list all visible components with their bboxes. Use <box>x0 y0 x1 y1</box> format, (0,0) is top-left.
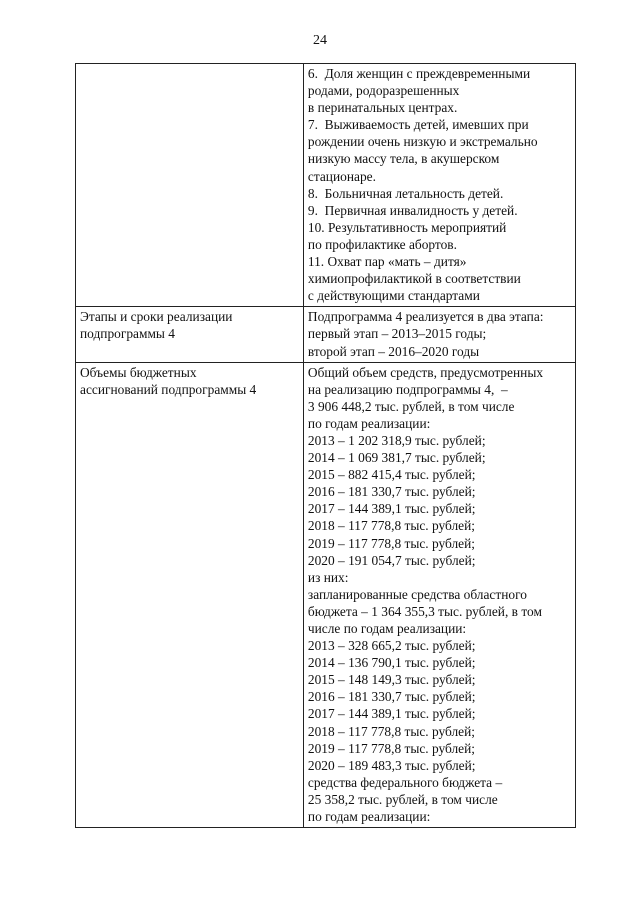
label-line: ассигнований подпрограммы 4 <box>80 381 257 397</box>
content-line: по годам реализации: <box>307 809 431 825</box>
content-line: 10. Результативность мероприятий <box>307 219 507 235</box>
content-line: 6. Доля женщин с преждевременными <box>307 66 531 81</box>
table-row <box>76 64 576 307</box>
content-line: Общий объем средств, предусмотренных <box>307 364 544 380</box>
content-line: 2013 – 1 202 318,9 тыс. рублей; <box>307 432 486 448</box>
content-line: первый этап – 2013–2015 годы; <box>307 326 487 342</box>
content-line: рождении очень низкую и экстремально <box>307 134 538 150</box>
label-line: Этапы и сроки реализации <box>80 309 233 325</box>
content-line: родами, родоразрешенных <box>307 83 460 99</box>
content-line: 7. Выживаемость детей, имевших при <box>307 117 529 133</box>
row-label-cell <box>76 307 304 362</box>
content-line: 2016 – 181 330,7 тыс. рублей; <box>307 484 476 500</box>
content-line: 2020 – 191 054,7 тыс. рублей; <box>307 552 476 568</box>
content-line: числе по годам реализации: <box>307 621 467 636</box>
content-line: 2013 – 328 665,2 тыс. рублей; <box>307 638 476 654</box>
content-line: низкую массу тела, в акушерском <box>307 151 500 167</box>
content-line: бюджета – 1 364 355,3 тыс. рублей, в том <box>307 603 542 619</box>
content-line: 2017 – 144 389,1 тыс. рублей; <box>307 501 476 517</box>
content-line: 9. Первичная инвалидность у детей. <box>307 202 518 218</box>
content-line: 2019 – 117 778,8 тыс. рублей; <box>307 535 476 551</box>
content-line: 2016 – 181 330,7 тыс. рублей; <box>307 689 476 705</box>
label-line: подпрограммы 4 <box>80 326 175 342</box>
passport-table <box>75 63 576 828</box>
content-line: по профилактике абортов. <box>307 236 457 252</box>
content-line: 25 358,2 тыс. рублей, в том числе <box>307 791 498 807</box>
content-line: стационаре. <box>307 168 376 184</box>
content-line: 2019 – 117 778,8 тыс. рублей; <box>307 740 476 756</box>
content-line: 11. Охват пар «мать – дитя» <box>307 254 467 270</box>
content-line: химиопрофилактикой в соответствии <box>307 271 521 287</box>
content-line: 2017 – 144 389,1 тыс. рублей; <box>307 706 476 722</box>
table-row <box>76 362 576 828</box>
content-line: по годам реализации: <box>307 415 431 431</box>
content-line: Подпрограмма 4 реализуется в два этапа: <box>307 309 544 325</box>
content-line: 3 906 448,2 тыс. рублей, в том числе <box>307 398 515 414</box>
content-line: 2015 – 882 415,4 тыс. рублей; <box>307 467 476 483</box>
row-label-cell <box>76 362 304 828</box>
content-line: в перинатальных центрах. <box>307 100 458 116</box>
content-line: на реализацию подпрограммы 4, – <box>307 381 508 397</box>
content-line: 2014 – 1 069 381,7 тыс. рублей; <box>307 450 486 466</box>
content-line: 8. Больничная летальность детей. <box>307 185 504 201</box>
content-line: из них: <box>307 569 349 585</box>
table-row <box>76 307 576 362</box>
content-line: 2018 – 117 778,8 тыс. рублей; <box>307 518 476 534</box>
content-line: с действующими стандартами <box>307 288 480 304</box>
content-line: второй этап – 2016–2020 годы <box>307 343 480 359</box>
row-content-cell <box>303 64 575 307</box>
row-content-cell <box>303 307 575 362</box>
content-line: запланированные средства областного <box>307 586 527 602</box>
label-line: Объемы бюджетных <box>80 364 197 380</box>
content-line: 2015 – 148 149,3 тыс. рублей; <box>307 672 476 688</box>
page-number: 24 <box>313 33 327 48</box>
row-content-cell <box>303 362 575 828</box>
content-line: 2018 – 117 778,8 тыс. рублей; <box>307 723 476 739</box>
row-label-cell <box>76 64 304 307</box>
content-line: 2014 – 136 790,1 тыс. рублей; <box>307 655 476 671</box>
content-line: 2020 – 189 483,3 тыс. рублей; <box>307 757 476 773</box>
content-line: средства федерального бюджета – <box>307 774 503 790</box>
